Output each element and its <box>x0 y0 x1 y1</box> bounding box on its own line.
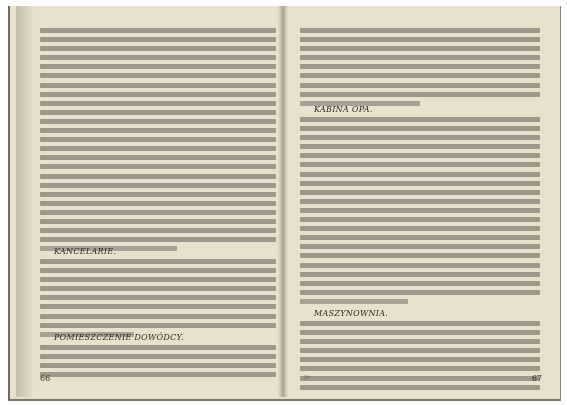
body-paragraph-1 <box>300 28 540 110</box>
body-paragraph-2 <box>300 117 540 308</box>
section-heading-kancelarie: KANCELARIE. <box>54 247 117 256</box>
open-book <box>8 6 561 401</box>
body-paragraph-3 <box>40 345 276 381</box>
body-paragraph-3 <box>300 321 540 394</box>
page-number-left: 66 <box>40 374 51 383</box>
page-edge-shadow <box>16 6 34 397</box>
section-heading-kabina-opa: KABINA OPA. <box>314 105 373 114</box>
body-paragraph-1 <box>40 28 276 255</box>
right-page <box>284 6 560 397</box>
left-page <box>10 6 282 397</box>
page-number-right: 67 <box>531 374 542 383</box>
signature-mark: 5* <box>304 375 310 381</box>
section-heading-maszynownia: MASZYNOWNIA. <box>314 309 389 318</box>
book-gutter <box>278 6 288 397</box>
body-paragraph-2 <box>40 259 276 341</box>
section-heading-pomieszczenie-dowodcy: POMIESZCZENIE DOWÓDCY. <box>54 333 184 342</box>
